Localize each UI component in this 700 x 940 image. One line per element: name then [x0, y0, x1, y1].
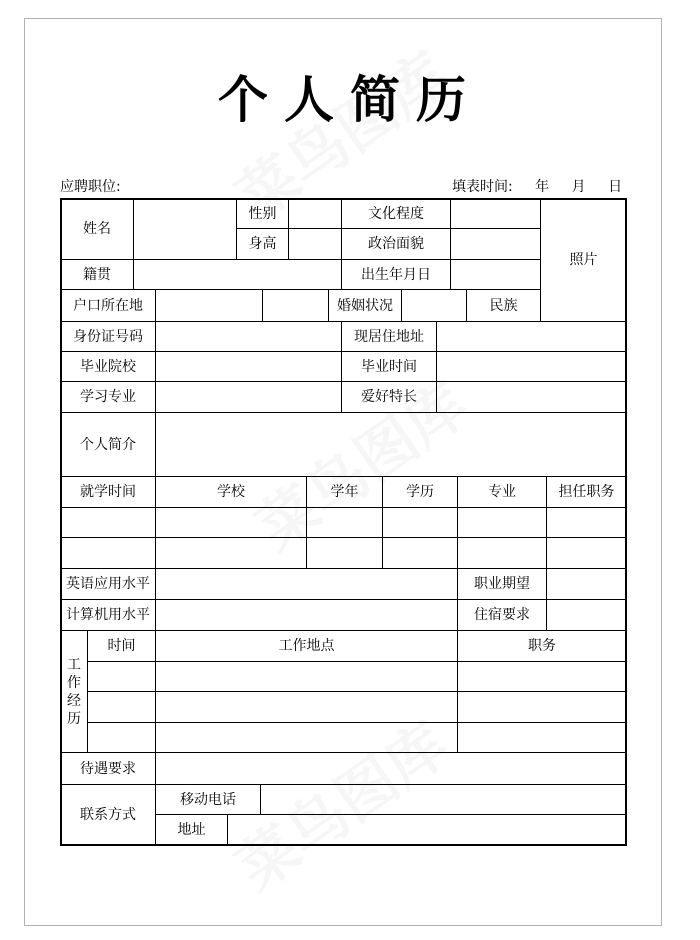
id-number-label: 身份证号码: [60, 321, 156, 352]
graduate-school-field[interactable]: [155, 351, 342, 382]
hukou-field-extra[interactable]: [262, 289, 329, 322]
position-applied-label: 应聘职位:: [60, 179, 121, 195]
year-label: 年: [535, 179, 550, 195]
graduate-time-field[interactable]: [436, 351, 627, 382]
height-field[interactable]: [288, 228, 342, 260]
specialty-header: 专业: [457, 476, 547, 508]
degree-header: 学历: [382, 476, 458, 508]
intro-label: 个人简介: [60, 412, 156, 477]
table-row[interactable]: [457, 722, 627, 753]
computer-label: 计算机用水平: [60, 599, 156, 631]
table-row[interactable]: [546, 507, 627, 538]
name-field[interactable]: [133, 198, 237, 260]
table-row[interactable]: [155, 691, 458, 723]
salary-label: 待遇要求: [60, 752, 156, 785]
hukou-label: 户口所在地: [60, 289, 156, 322]
day-label: 日: [608, 179, 623, 195]
table-row[interactable]: [457, 537, 547, 569]
ethnicity-label: 民族: [466, 289, 541, 322]
education-field[interactable]: [450, 198, 541, 229]
birth-field[interactable]: [450, 259, 541, 290]
english-field[interactable]: [155, 568, 458, 600]
table-row[interactable]: [382, 537, 458, 569]
table-row[interactable]: [155, 661, 458, 692]
graduate-time-label: 毕业时间: [341, 351, 437, 382]
page-title: 个人简历: [218, 70, 482, 129]
name-label: 姓名: [60, 198, 134, 260]
lodging-field[interactable]: [546, 599, 627, 631]
duty-header: 职务: [457, 630, 627, 662]
hukou-field[interactable]: [155, 289, 263, 322]
address-field[interactable]: [227, 814, 627, 846]
table-row[interactable]: [382, 507, 458, 538]
marital-label: 婚姻状况: [328, 289, 402, 322]
table-row[interactable]: [155, 537, 307, 569]
photo-box[interactable]: 照片: [540, 198, 627, 322]
table-row[interactable]: [457, 507, 547, 538]
gender-field[interactable]: [288, 198, 342, 229]
graduate-school-label: 毕业院校: [60, 351, 156, 382]
computer-field[interactable]: [155, 599, 458, 631]
political-label: 政治面貌: [341, 228, 451, 260]
table-row[interactable]: [457, 691, 627, 723]
mobile-label: 移动电话: [155, 784, 261, 815]
fill-date-label: 填表时间:: [452, 179, 513, 195]
english-label: 英语应用水平: [60, 568, 156, 600]
mobile-field[interactable]: [260, 784, 627, 815]
height-label: 身高: [236, 228, 289, 260]
salary-field[interactable]: [155, 752, 627, 785]
month-label: 月: [571, 179, 586, 195]
table-row[interactable]: [457, 661, 627, 692]
hobbies-field[interactable]: [436, 381, 627, 413]
intro-field[interactable]: [155, 412, 627, 477]
career-field[interactable]: [546, 568, 627, 600]
table-row[interactable]: [60, 537, 156, 569]
table-row[interactable]: [306, 537, 383, 569]
career-label: 职业期望: [457, 568, 547, 600]
table-row[interactable]: [87, 722, 156, 753]
school-year-header: 学年: [306, 476, 383, 508]
time-header: 时间: [87, 630, 156, 662]
table-row[interactable]: [306, 507, 383, 538]
work-place-header: 工作地点: [155, 630, 458, 662]
school-header: 学校: [155, 476, 307, 508]
work-exp-label: 工作经历: [60, 630, 88, 753]
major-field[interactable]: [155, 381, 342, 413]
political-field[interactable]: [450, 228, 541, 260]
table-row[interactable]: [87, 691, 156, 723]
table-row[interactable]: [546, 537, 627, 569]
position-held-header: 担任职务: [546, 476, 627, 508]
current-address-field[interactable]: [436, 321, 627, 352]
marital-field[interactable]: [401, 289, 467, 322]
birth-label: 出生年月日: [341, 259, 451, 290]
study-time-header: 就学时间: [60, 476, 156, 508]
id-number-field[interactable]: [155, 321, 342, 352]
table-row[interactable]: [155, 507, 307, 538]
current-address-label: 现居住地址: [341, 321, 437, 352]
native-label: 籍贯: [60, 259, 134, 290]
lodging-label: 住宿要求: [457, 599, 547, 631]
table-row[interactable]: [60, 507, 156, 538]
hobbies-label: 爱好特长: [341, 381, 437, 413]
table-row[interactable]: [155, 722, 458, 753]
table-row[interactable]: [87, 661, 156, 692]
native-field[interactable]: [133, 259, 342, 290]
education-label: 文化程度: [341, 198, 451, 229]
major-label: 学习专业: [60, 381, 156, 413]
address-label: 地址: [155, 814, 228, 846]
contact-label: 联系方式: [60, 784, 156, 846]
gender-label: 性别: [236, 198, 289, 229]
